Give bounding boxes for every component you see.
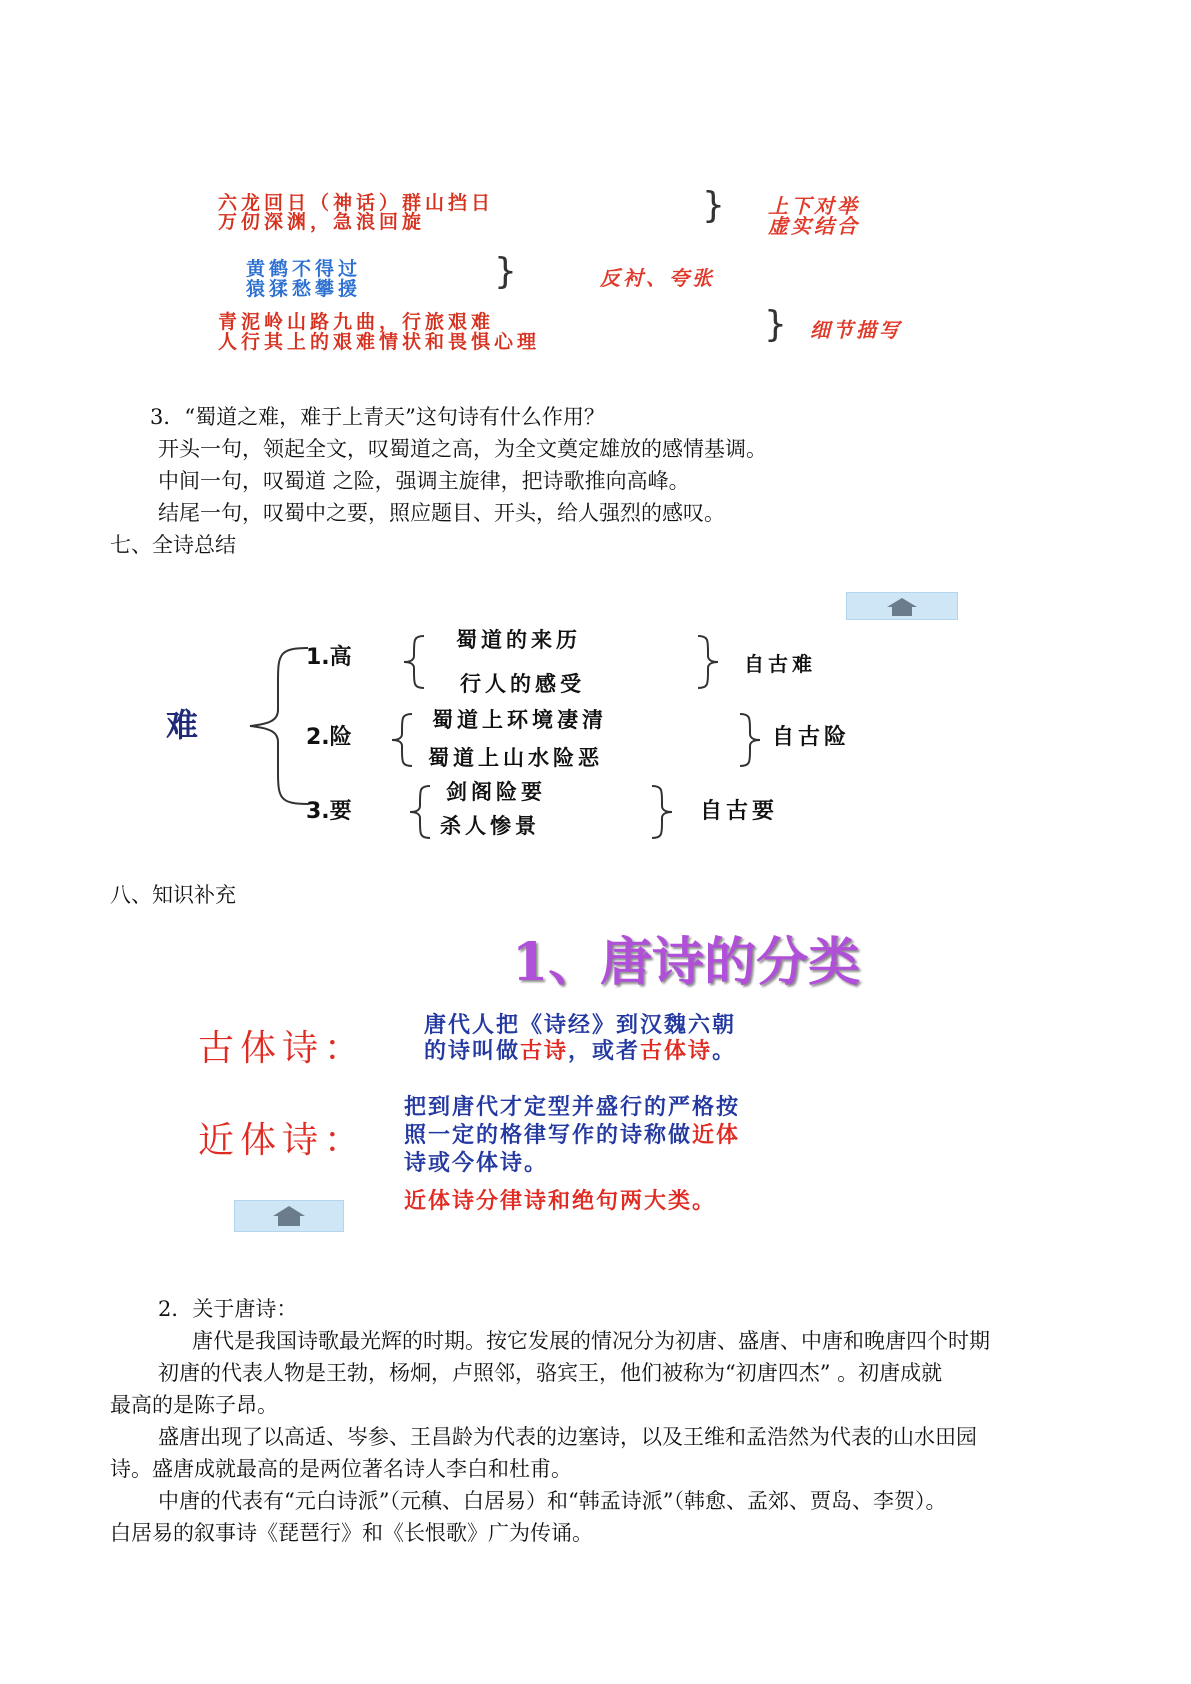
group3-line1: 青泥岭山路九曲，行旅艰难 bbox=[218, 311, 495, 333]
home-button[interactable] bbox=[846, 592, 958, 620]
group2-line1: 黄鹤不得过 bbox=[246, 258, 362, 280]
branch1-label: 1.高 bbox=[306, 645, 352, 670]
about-tang-p2-line1: 初唐的代表人物是王勃，杨炯，卢照邻，骆宾王，他们被称为“初唐四杰” 。初唐成就 bbox=[158, 1361, 943, 1385]
group1-line1: 六龙回日（神话）群山挡日 bbox=[218, 192, 495, 214]
group1-brace: } bbox=[702, 185, 725, 226]
branch2-item-1: 蜀道上环境凄清 bbox=[432, 708, 607, 732]
section8-heading: 八、知识补充 bbox=[110, 883, 236, 907]
q3-answer-3: 结尾一句，叹蜀中之要，照应题目、开头，给人强烈的感叹。 bbox=[158, 501, 725, 525]
gu-text-1: 唐代人把《诗经》到汉魏六朝 bbox=[424, 1013, 737, 1038]
section7-heading: 七、全诗总结 bbox=[110, 533, 236, 557]
branch3-item-2: 杀人惨景 bbox=[440, 814, 540, 838]
group3-label: 细节描写 bbox=[810, 318, 902, 342]
group1-line2: 万仞深渊，急浪回旋 bbox=[218, 211, 426, 233]
about-tang-p3-line1: 盛唐出现了以高适、岑参、王昌龄为代表的边塞诗，以及王维和孟浩然为代表的山水田园 bbox=[158, 1425, 977, 1449]
branch2-left-brace bbox=[388, 710, 418, 770]
about-tang-p2-line2: 最高的是陈子昂。 bbox=[110, 1393, 278, 1417]
branch3-left-brace bbox=[406, 782, 436, 842]
about-tang-p1: 唐代是我国诗歌最光辉的时期。按它发展的情况分为初唐、盛唐、中唐和晚唐四个时期 bbox=[192, 1329, 990, 1353]
branch1-left-brace bbox=[400, 632, 430, 692]
gu-text-2: 的诗叫做古诗，或者古体诗。 bbox=[424, 1039, 737, 1064]
branch1-right-brace bbox=[692, 632, 722, 692]
group3-line2: 人行其上的艰难情状和畏惧心理 bbox=[218, 331, 541, 353]
home-icon bbox=[885, 597, 919, 617]
home-icon bbox=[271, 1205, 307, 1227]
group1-label-line2: 虚实结合 bbox=[768, 214, 860, 238]
jin-text-1: 把到唐代才定型并盛行的严格按 bbox=[404, 1095, 741, 1120]
q3-answer-2: 中间一句，叹蜀道 之险，强调主旋律，把诗歌推向高峰。 bbox=[158, 469, 690, 493]
branch2-result: 自古险 bbox=[772, 725, 851, 750]
branch1-result: 自古难 bbox=[744, 652, 816, 676]
gu-label: 古体诗： bbox=[198, 1028, 367, 1069]
group2-brace: } bbox=[494, 251, 517, 292]
about-tang-p4-line1: 中唐的代表有“元白诗派”（元稹、白居易）和“韩孟诗派”（韩愈、孟郊、贾岛、李贺）。 bbox=[158, 1489, 947, 1513]
slide-title: 1、唐诗的分类 bbox=[512, 932, 861, 993]
branch1-item-2: 行人的感受 bbox=[460, 672, 585, 696]
jin-text-2: 照一定的格律写作的诗称做近体 bbox=[404, 1123, 741, 1148]
branch2-right-brace bbox=[734, 710, 764, 770]
branch1-item-1: 蜀道的来历 bbox=[456, 628, 581, 652]
group3-brace: } bbox=[764, 304, 787, 345]
q3-answer-1: 开头一句，领起全文，叹蜀道之高，为全文奠定雄放的感情基调。 bbox=[158, 437, 767, 461]
about-tang-heading: 2．关于唐诗： bbox=[158, 1297, 298, 1321]
jin-label: 近体诗： bbox=[198, 1120, 367, 1161]
home-button-2[interactable] bbox=[234, 1200, 344, 1232]
q3-question: 3．“蜀道之难，难于上青天”这句诗有什么作用？ bbox=[150, 405, 605, 429]
about-tang-p4-line2: 白居易的叙事诗《琵琶行》和《长恨歌》广为传诵。 bbox=[110, 1521, 593, 1545]
branch3-right-brace bbox=[646, 782, 676, 842]
branch2-label: 2.险 bbox=[306, 725, 352, 750]
tree-root: 难 bbox=[166, 706, 199, 744]
group2-label: 反衬、夸张 bbox=[600, 266, 715, 290]
about-tang-p3-line2: 诗。盛唐成就最高的是两位著名诗人李白和杜甫。 bbox=[110, 1457, 572, 1481]
group2-line2: 猿猱愁攀援 bbox=[246, 278, 362, 300]
branch2-item-2: 蜀道上山水险恶 bbox=[428, 746, 603, 770]
branch3-label: 3.要 bbox=[306, 799, 352, 824]
branch3-result: 自古要 bbox=[700, 799, 779, 824]
group1-label-line1: 上下对举 bbox=[768, 194, 860, 218]
jin-text-3: 诗或今体诗。 bbox=[404, 1151, 549, 1176]
jin-text-4: 近体诗分律诗和绝句两大类。 bbox=[404, 1189, 717, 1214]
branch3-item-1: 剑阁险要 bbox=[446, 780, 546, 804]
